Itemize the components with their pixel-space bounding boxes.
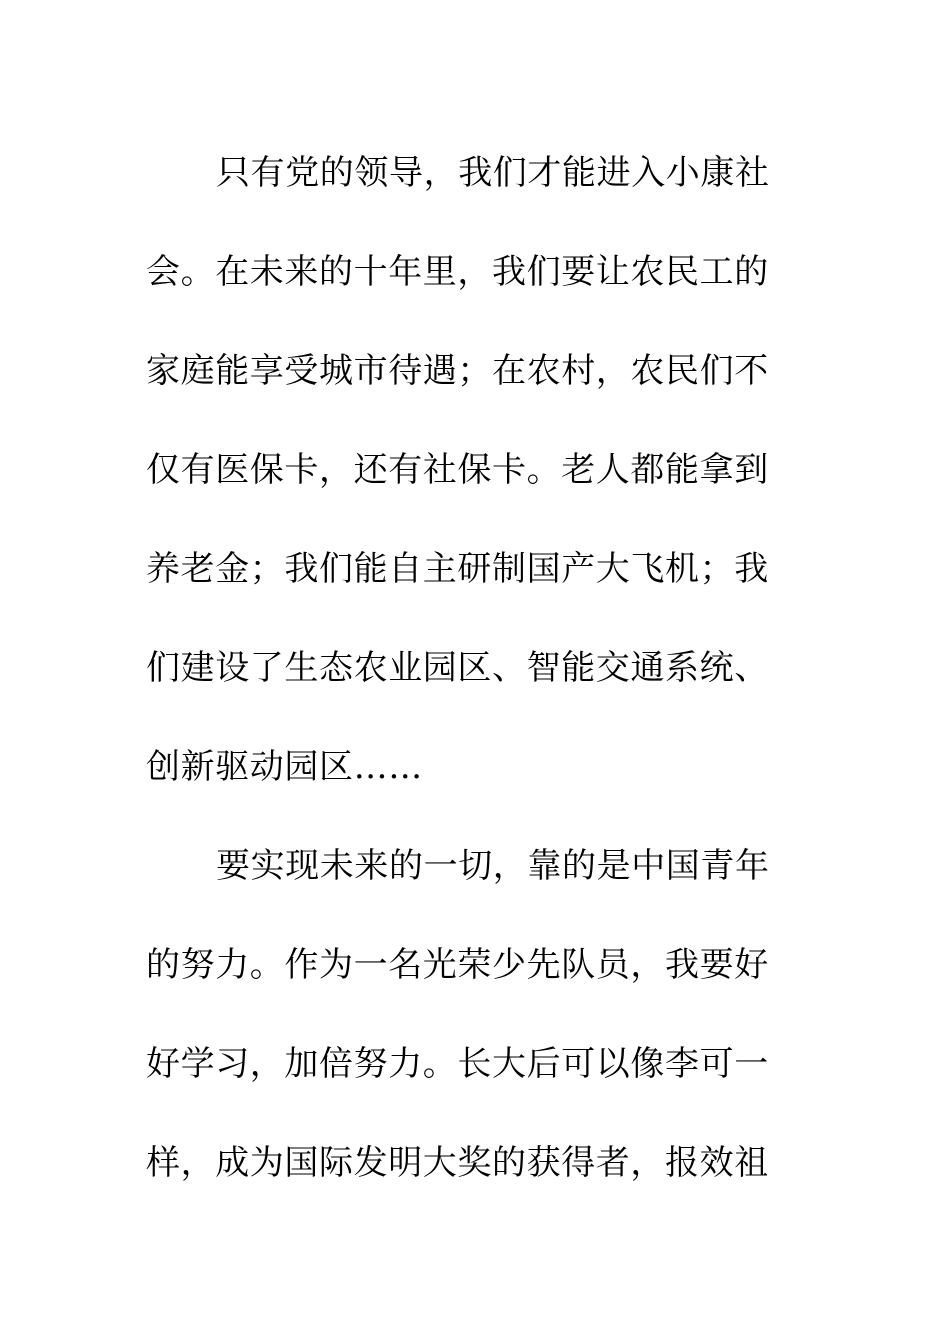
paragraph-1-line-6: 们建设了生态农业园区、智能交通系统、 bbox=[146, 648, 769, 688]
paragraph-1-line-2: 会。在未来的十年里，我们要让农民工的 bbox=[146, 252, 769, 292]
paragraph-1-line-1: 只有党的领导，我们才能进入小康社 bbox=[216, 153, 770, 193]
paragraph-1-line-5: 养老金；我们能自主研制国产大飞机；我 bbox=[146, 549, 769, 589]
paragraph-1-line-4: 仅有医保卡，还有社保卡。老人都能拿到 bbox=[146, 450, 769, 490]
paragraph-2-line-2: 的努力。作为一名光荣少先队员，我要好 bbox=[146, 945, 769, 985]
paragraph-1-line-7: 创新驱动园区…… bbox=[146, 747, 423, 787]
paragraph-1-line-3: 家庭能享受城市待遇；在农村，农民们不 bbox=[146, 351, 769, 391]
paragraph-2-line-1: 要实现未来的一切，靠的是中国青年 bbox=[216, 846, 770, 886]
paragraph-2-line-4: 样，成为国际发明大奖的获得者，报效祖 bbox=[146, 1143, 769, 1183]
document-body bbox=[146, 124, 786, 1213]
paragraph-2-line-3: 好学习，加倍努力。长大后可以像李可一 bbox=[146, 1044, 769, 1084]
